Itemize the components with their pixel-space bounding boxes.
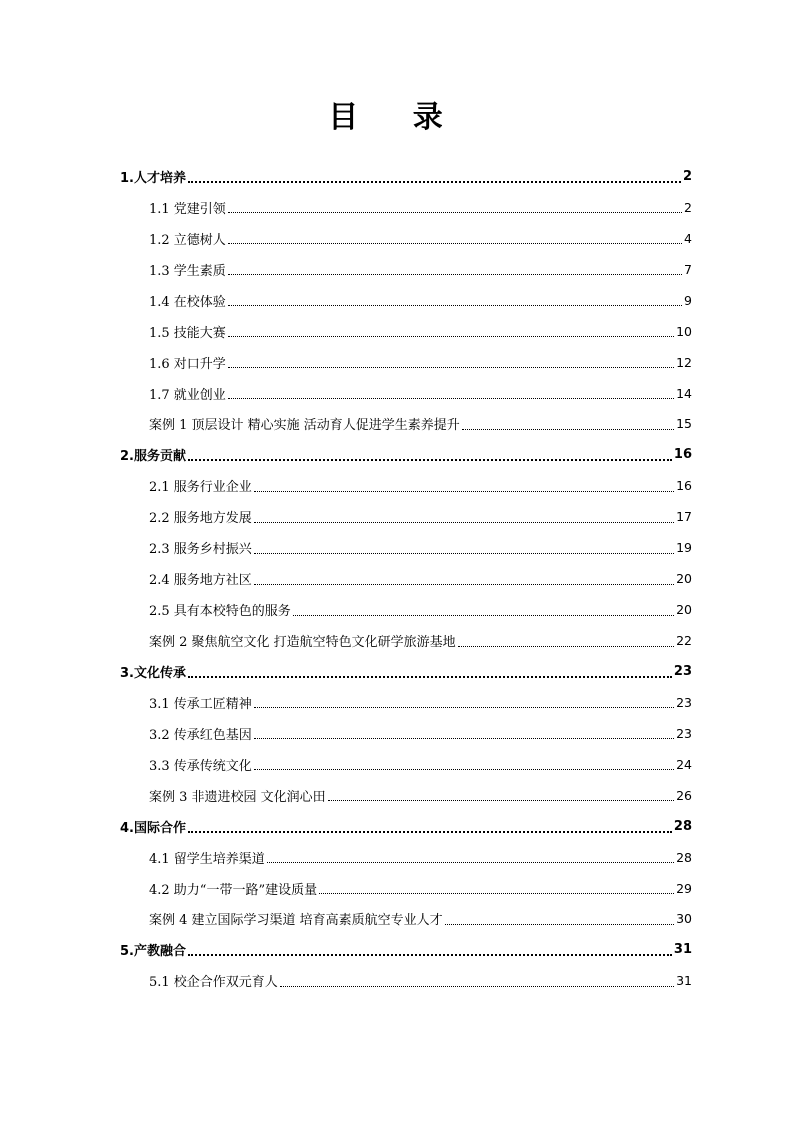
toc-subsection-entry[interactable] [120,532,692,563]
toc-dot-leader [228,304,682,306]
toc-dot-leader [458,645,674,647]
toc-entry-label: 1.1 党建引领 [149,201,226,217]
toc-subsection-entry[interactable] [120,316,692,347]
toc-page-number: 20 [676,571,692,587]
toc-entry-label: 5.产教融合 [120,944,186,960]
toc-entry-label: 案例 2 聚焦航空文化 打造航空特色文化研学旅游基地 [149,635,456,651]
toc-page-number: 28 [676,849,692,865]
toc-dot-leader [228,397,674,399]
toc-entry-label: 3.3 传承传统文化 [149,758,252,774]
toc-page-number: 20 [676,602,692,618]
page-title: 目 录 [328,100,465,135]
toc-entry-label: 案例 4 建立国际学习渠道 培育高素质航空专业人才 [149,913,443,929]
toc-subsection-entry[interactable] [120,594,692,625]
toc-dot-leader [328,799,674,801]
toc-dot-leader [293,614,674,616]
toc-subsection-entry[interactable] [120,842,692,873]
toc-page-number: 26 [676,787,692,803]
toc-entry-label: 3.2 传承红色基因 [149,727,252,743]
toc-dot-leader [254,768,674,770]
toc-page-number: 23 [673,663,692,679]
toc-subsection-entry[interactable] [120,347,692,378]
toc-subsection-entry[interactable] [120,563,692,594]
toc-page-number: 23 [676,694,692,710]
toc-subsection-entry[interactable] [120,501,692,532]
toc-subsection-entry[interactable] [120,470,692,501]
toc-dot-leader [228,335,674,337]
toc-page-number: 31 [676,973,692,989]
toc-subsection-entry[interactable] [120,409,692,440]
toc-dot-leader [319,892,674,894]
toc-subsection-entry[interactable] [120,378,692,409]
toc-dot-leader [228,273,682,275]
toc-entry-label: 1.2 立德树人 [149,232,226,248]
toc-dot-leader [188,830,672,833]
toc-section-entry[interactable] [120,161,692,192]
toc-entry-label: 1.5 技能大赛 [149,325,226,341]
toc-page-number: 23 [676,725,692,741]
toc-dot-leader [445,923,674,925]
toc-entry-label: 4.1 留学生培养渠道 [149,851,265,867]
toc-entry-label: 2.4 服务地方社区 [149,573,252,589]
toc-dot-leader [462,428,674,430]
toc-page-number: 4 [684,230,692,246]
toc-page-number: 22 [676,633,692,649]
toc-page-number: 31 [673,942,692,958]
toc-entry-label: 2.3 服务乡村振兴 [149,542,252,558]
toc-page-number: 2 [682,168,692,184]
toc-entry-label: 2.1 服务行业企业 [149,480,252,496]
toc-page-number: 7 [684,261,692,277]
toc-subsection-entry[interactable] [120,780,692,811]
toc-subsection-entry[interactable] [120,904,692,935]
toc-subsection-entry[interactable] [120,192,692,223]
toc-entry-label: 1.7 就业创业 [149,387,226,403]
toc-page-number: 15 [676,416,692,432]
toc-page-number: 2 [684,199,692,215]
toc-entry-label: 1.3 学生素质 [149,263,226,279]
toc-dot-leader [188,458,672,461]
toc-subsection-entry[interactable] [120,687,692,718]
toc-subsection-entry[interactable] [120,718,692,749]
toc-dot-leader [254,521,674,523]
toc-entry-label: 1.人才培养 [120,170,186,186]
toc-section-entry[interactable] [120,656,692,687]
toc-entry-label: 1.6 对口升学 [149,356,226,372]
toc-subsection-entry[interactable] [120,749,692,780]
toc-entry-label: 2.2 服务地方发展 [149,511,252,527]
toc-page-number: 19 [676,540,692,556]
toc-entry-label: 3.文化传承 [120,665,186,681]
toc-subsection-entry[interactable] [120,254,692,285]
toc-page-number: 30 [676,911,692,927]
toc-dot-leader [228,242,682,244]
toc-dot-leader [254,552,674,554]
toc-dot-leader [188,675,672,678]
toc-page-number: 16 [673,447,692,463]
toc-section-entry[interactable] [120,811,692,842]
toc-page-number: 29 [676,880,692,896]
toc-page-number: 24 [676,756,692,772]
toc-dot-leader [188,180,681,183]
toc-page-number: 16 [676,478,692,494]
toc-entry-label: 案例 3 非遗进校园 文化润心田 [149,789,326,805]
toc-dot-leader [228,366,674,368]
toc-subsection-entry[interactable] [120,285,692,316]
table-of-contents [120,161,692,996]
toc-dot-leader [254,583,674,585]
toc-page-number: 10 [676,323,692,339]
toc-section-entry[interactable] [120,439,692,470]
toc-subsection-entry[interactable] [120,873,692,904]
toc-page-number: 12 [676,354,692,370]
toc-entry-label: 2.服务贡献 [120,449,186,465]
toc-dot-leader [254,737,674,739]
toc-entry-label: 2.5 具有本校特色的服务 [149,604,291,620]
toc-entry-label: 5.1 校企合作双元育人 [149,975,278,991]
toc-subsection-entry[interactable] [120,625,692,656]
toc-dot-leader [267,861,674,863]
toc-entry-label: 4.2 助力“一带一路”建设质量 [149,882,318,898]
toc-page-number: 17 [676,509,692,525]
toc-entry-label: 1.4 在校体验 [149,294,226,310]
toc-page-number: 28 [673,818,692,834]
toc-dot-leader [188,953,672,956]
toc-dot-leader [254,490,674,492]
toc-entry-label: 案例 1 顶层设计 精心实施 活动育人促进学生素养提升 [149,418,460,434]
toc-entry-label: 4.国际合作 [120,820,186,836]
toc-subsection-entry[interactable] [120,965,692,996]
toc-page-number: 14 [676,385,692,401]
toc-dot-leader [228,211,682,213]
toc-page-number: 9 [684,292,692,308]
toc-dot-leader [280,985,674,987]
toc-dot-leader [254,706,674,708]
toc-subsection-entry[interactable] [120,223,692,254]
toc-section-entry[interactable] [120,934,692,965]
toc-entry-label: 3.1 传承工匠精神 [149,696,252,712]
